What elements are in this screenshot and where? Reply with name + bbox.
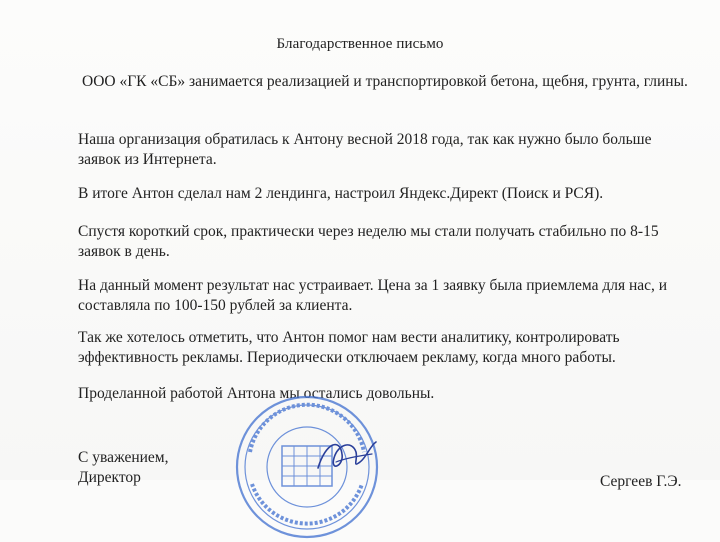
closing-greeting: С уважением, [78,449,169,466]
paragraph-current-result: На данный момент результат нас устраивает. Цена за 1 заявку была приемлема для нас, и составляла по 100-150 рублей за клиента. [78,277,668,314]
letter-title: Благодарственное письмо [276,36,444,52]
paragraph-satisfaction: Проделанной работой Антона мы остались довольны. [78,385,435,402]
director-signature [312,432,382,480]
signer-name: Сергеев Г.Э. [600,473,682,490]
paragraph-results: Спустя короткий срок, практически через неделю мы стали получать стабильно по 8-15 заявок в день. [78,223,659,260]
paragraph-work-done: В итоге Антон сделал нам 2 лендинга, настроил Яндекс.Директ (Поиск и РСЯ). [78,185,604,202]
paragraph-request: Наша организация обратилась к Антону весной 2018 года, так как нужно было больше заявок из Интернета. [78,131,652,168]
signer-position: Директор [78,469,141,486]
paragraph-company-intro: ООО «ГК «СБ» занимается реализацией и транспортировкой бетона, щебня, грунта, глины. [82,73,688,90]
closing-block [78,448,169,488]
paragraph-analytics: Так же хотелось отметить, что Антон помог нам вести аналитику, контролировать эффективность рекламы. Периодически отключаем рекламу, когда много работы. [78,329,620,366]
